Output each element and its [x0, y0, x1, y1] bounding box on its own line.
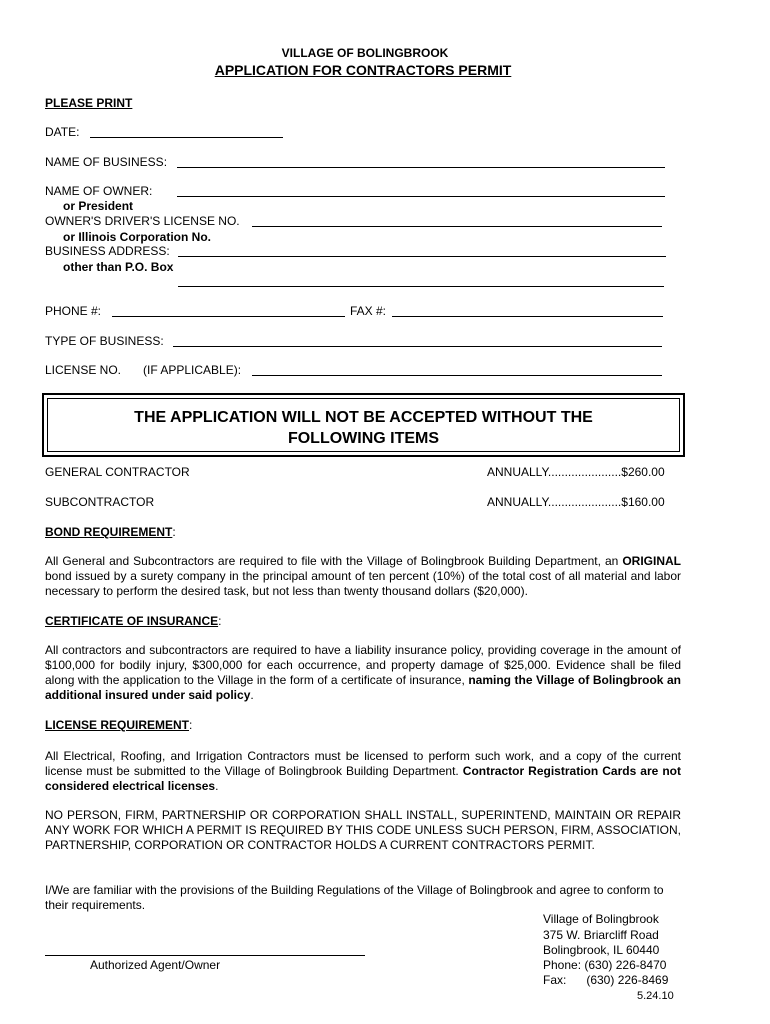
- dl-alt-label: or Illinois Corporation No.: [63, 230, 211, 244]
- business-name-label: NAME OF BUSINESS:: [45, 155, 168, 169]
- notice-line-2: FOLLOWING ITEMS: [287, 430, 440, 447]
- owner-name-field[interactable]: [177, 196, 665, 197]
- bond-text-b: bond issued by a surety company in the principal amount of ten percent (10%) of the total cost of all material and labor necessary to perform the desired task, but not less than twenty thousand dollars ($20,000).: [45, 569, 681, 598]
- fee-type-general: GENERAL CONTRACTOR: [45, 465, 190, 479]
- insurance-heading-colon: :: [218, 614, 222, 628]
- license-heading: [45, 718, 192, 732]
- license-no-field[interactable]: [252, 375, 662, 376]
- insurance-text-a: All contractors and subcontractors are required to have a liability insurance policy, providing coverage in the amount of $100,000 for bodily injury, $300,000 for each occurrence, and property damage of $25,000. Evidence shall be filed along with the application to the Village in the form of a certificate of insurance,: [45, 643, 681, 687]
- fax-label: FAX #:: [350, 304, 387, 318]
- insurance-paragraph: [45, 643, 681, 703]
- business-address-field[interactable]: [178, 256, 666, 257]
- business-type-label: TYPE OF BUSINESS:: [45, 334, 164, 348]
- bond-text-a: All General and Subcontractors are required to file with the Village of Bolingbrook Building Department, an: [45, 554, 623, 568]
- please-print-label: PLEASE PRINT: [45, 96, 133, 110]
- signature-line[interactable]: [45, 955, 365, 956]
- address-city: Bolingbrook, IL 60440: [543, 943, 660, 957]
- business-name-field[interactable]: [177, 167, 665, 168]
- business-address-field-2[interactable]: [178, 286, 664, 287]
- license-paragraph: [45, 749, 681, 794]
- bond-heading-colon: :: [172, 525, 176, 539]
- license-text-b: .: [215, 779, 219, 793]
- license-text-a: All Electrical, Roofing, and Irrigation Contractors must be licensed to perform such work, and a copy of the current license must be submitted to the Village of Bolingbrook Building Department.: [45, 749, 681, 778]
- notice-box: [42, 393, 685, 457]
- license-text-bold: Contractor Registration Cards are not considered electrical licenses: [45, 764, 681, 793]
- date-label: DATE:: [45, 125, 80, 139]
- license-heading-text: LICENSE REQUIREMENT: [45, 718, 190, 732]
- date-field[interactable]: [90, 137, 283, 138]
- license-heading-colon: :: [189, 718, 193, 732]
- fax-field[interactable]: [392, 316, 663, 317]
- owner-alt-label: or President: [63, 199, 134, 213]
- business-type-field[interactable]: [173, 346, 662, 347]
- agreement-paragraph: I/We are familiar with the provisions of the Building Regulations of the Village of Bolingbrook and agree to conform to their requirements.: [45, 883, 664, 912]
- notice-line-1: THE APPLICATION WILL NOT BE ACCEPTED WITHOUT THE: [134, 409, 593, 426]
- fee-type-sub: SUBCONTRACTOR: [45, 495, 155, 509]
- signature-label: Authorized Agent/Owner: [90, 958, 221, 972]
- business-address-label: BUSINESS ADDRESS:: [45, 244, 170, 258]
- insurance-text-bold: naming the Village of Bolingbrook an additional insured under said policy: [45, 673, 681, 702]
- notice-text: [48, 407, 679, 449]
- bond-paragraph: [45, 554, 681, 599]
- fee-amount-sub: ANNUALLY......................$160.00: [487, 495, 665, 509]
- phone-label: PHONE #:: [45, 304, 102, 318]
- drivers-license-label: OWNER'S DRIVER'S LICENSE NO.: [45, 214, 240, 228]
- address-phone: Phone: (630) 226-8470: [543, 958, 667, 972]
- bond-text-bold: ORIGINAL: [622, 554, 681, 568]
- owner-name-label: NAME OF OWNER:: [45, 184, 153, 198]
- village-name: VILLAGE OF BOLINGBROOK: [281, 46, 449, 60]
- address-street: 375 W. Briarcliff Road: [543, 928, 659, 942]
- fee-amount-general: ANNUALLY......................$260.00: [487, 465, 665, 479]
- warning-paragraph: NO PERSON, FIRM, PARTNERSHIP OR CORPORATION SHALL INSTALL, SUPERINTEND, MAINTAIN OR REPAIR ANY WORK FOR WHICH A PERMIT IS REQUIRED BY THIS CODE UNLESS SUCH PERSON, FIRM, ASSOCIATION, PARTNERSHIP, CORPORATION OR CONTRACTOR HOLDS A CURRENT CONTRACTORS PERMIT.: [45, 808, 681, 852]
- insurance-heading-text: CERTIFICATE OF INSURANCE: [45, 614, 219, 628]
- license-no-label: LICENSE NO.: [45, 363, 122, 377]
- drivers-license-field[interactable]: [252, 226, 662, 227]
- address-alt-label: other than P.O. Box: [63, 260, 174, 274]
- bond-heading-text: BOND REQUIREMENT: [45, 525, 173, 539]
- revision-date: 5.24.10: [637, 990, 674, 1002]
- page-title: APPLICATION FOR CONTRACTORS PERMIT: [214, 62, 512, 78]
- bond-heading: [45, 525, 176, 539]
- address-fax: Fax: (630) 226-8469: [543, 973, 669, 987]
- insurance-text-b: .: [250, 688, 254, 702]
- address-name: Village of Bolingbrook: [543, 912, 659, 926]
- insurance-heading: [45, 614, 221, 628]
- if-applicable-label: (IF APPLICABLE):: [143, 363, 242, 377]
- phone-field[interactable]: [112, 316, 345, 317]
